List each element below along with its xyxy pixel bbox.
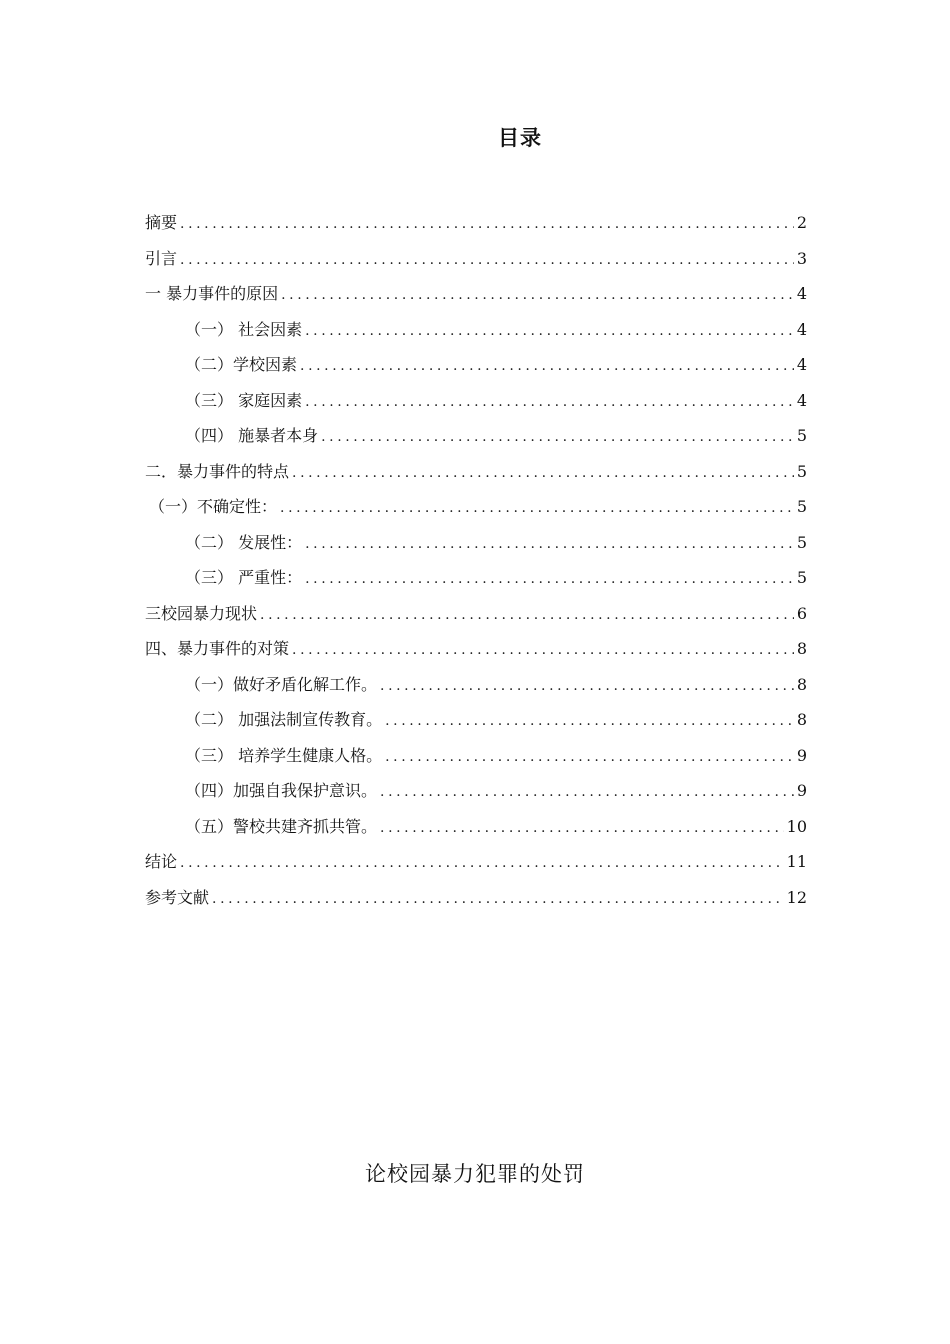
toc-entry-label: （二）学校因素 [185, 355, 298, 374]
toc-entry[interactable] [145, 702, 807, 738]
toc-entry-page-number: 4 [796, 355, 807, 374]
toc-entry[interactable] [145, 667, 807, 703]
toc-entry-label: 参考文献 [145, 887, 210, 907]
toc-entry-page-number: 8 [796, 639, 807, 658]
toc-entry-label: （三） 严重性： [185, 568, 303, 587]
toc-entry[interactable] [145, 241, 807, 277]
document-title: 论校园暴力犯罪的处罚 [365, 1162, 585, 1186]
toc-entry-page-number: 9 [796, 745, 807, 765]
toc-entry[interactable] [145, 489, 807, 525]
toc-entry-page-number: 10 [786, 816, 807, 836]
toc-entry-page-number: 6 [796, 603, 807, 623]
toc-dot-leader [385, 704, 794, 740]
toc-title: 目录 [498, 126, 542, 150]
toc-entry-label: 一 暴力事件的原因 [145, 284, 279, 303]
toc-entry-page-number: 8 [796, 710, 807, 729]
toc-dot-leader [305, 314, 794, 350]
toc-entry-label: （四） 施暴者本身 [185, 426, 319, 445]
toc-dot-leader [380, 811, 784, 847]
toc-dot-leader [260, 598, 794, 634]
toc-entry-label: 二．暴力事件的特点 [145, 461, 290, 481]
toc-dot-leader [321, 420, 794, 456]
toc-dot-leader [280, 491, 794, 527]
toc-entry-page-number: 5 [796, 461, 807, 481]
toc-entry-label: 三校园暴力现状 [145, 603, 258, 623]
toc-dot-leader [281, 278, 794, 314]
toc-entry[interactable] [145, 312, 807, 348]
toc-dot-leader [380, 775, 794, 811]
toc-entry-page-number: 9 [796, 781, 807, 800]
toc-entry-page-number: 5 [796, 568, 807, 587]
toc-entry[interactable] [145, 525, 807, 561]
toc-entry-page-number: 5 [796, 497, 807, 516]
table-of-contents [145, 205, 807, 915]
toc-entry-label: （一） 社会因素 [185, 319, 303, 339]
toc-entry-label: （四）加强自我保护意识。 [185, 781, 378, 800]
toc-entry-label: （一）做好矛盾化解工作。 [185, 674, 378, 694]
toc-dot-leader [212, 882, 784, 918]
toc-entry-label: （一）不确定性： [149, 497, 278, 516]
toc-entry-page-number: 11 [786, 852, 807, 871]
toc-entry[interactable] [145, 383, 807, 419]
toc-entry[interactable] [145, 560, 807, 596]
toc-dot-leader [292, 456, 794, 492]
toc-entry-label: 引言 [145, 248, 178, 268]
toc-entry[interactable] [145, 418, 807, 454]
toc-dot-leader [385, 740, 794, 776]
toc-entry[interactable] [145, 880, 807, 916]
toc-entry-page-number: 4 [796, 390, 807, 410]
toc-entry[interactable] [145, 631, 807, 667]
toc-entry-label: （五）警校共建齐抓共管。 [185, 816, 378, 836]
toc-entry-page-number: 5 [796, 426, 807, 445]
toc-dot-leader [292, 633, 794, 669]
toc-entry[interactable] [145, 276, 807, 312]
toc-entry-page-number: 8 [796, 674, 807, 694]
toc-entry-label: 四、暴力事件的对策 [145, 639, 290, 658]
toc-entry-label: （三） 家庭因素 [185, 390, 303, 410]
toc-entry-page-number: 12 [786, 887, 807, 907]
toc-entry-page-number: 3 [796, 248, 807, 268]
toc-entry[interactable] [145, 205, 807, 241]
toc-entry-page-number: 4 [796, 319, 807, 339]
toc-entry-label: 结论 [145, 852, 178, 871]
toc-dot-leader [300, 349, 794, 385]
toc-entry-label: （二） 加强法制宣传教育。 [185, 710, 383, 729]
toc-entry[interactable] [145, 809, 807, 845]
toc-dot-leader [305, 385, 794, 421]
toc-entry[interactable] [145, 596, 807, 632]
toc-dot-leader [380, 669, 794, 705]
toc-entry[interactable] [145, 347, 807, 383]
toc-entry-page-number: 4 [796, 284, 807, 303]
toc-dot-leader [180, 846, 784, 882]
toc-dot-leader [305, 562, 794, 598]
toc-entry-page-number: 2 [796, 213, 807, 232]
toc-entry-label: （三） 培养学生健康人格。 [185, 745, 383, 765]
toc-entry[interactable] [145, 738, 807, 774]
toc-entry-label: 摘要 [145, 213, 178, 232]
toc-dot-leader [180, 207, 794, 243]
toc-entry[interactable] [145, 844, 807, 880]
toc-dot-leader [180, 243, 794, 279]
toc-entry-page-number: 5 [796, 532, 807, 552]
toc-entry-label: （二） 发展性： [185, 532, 303, 552]
toc-entry[interactable] [145, 773, 807, 809]
toc-entry[interactable] [145, 454, 807, 490]
toc-dot-leader [305, 527, 794, 563]
